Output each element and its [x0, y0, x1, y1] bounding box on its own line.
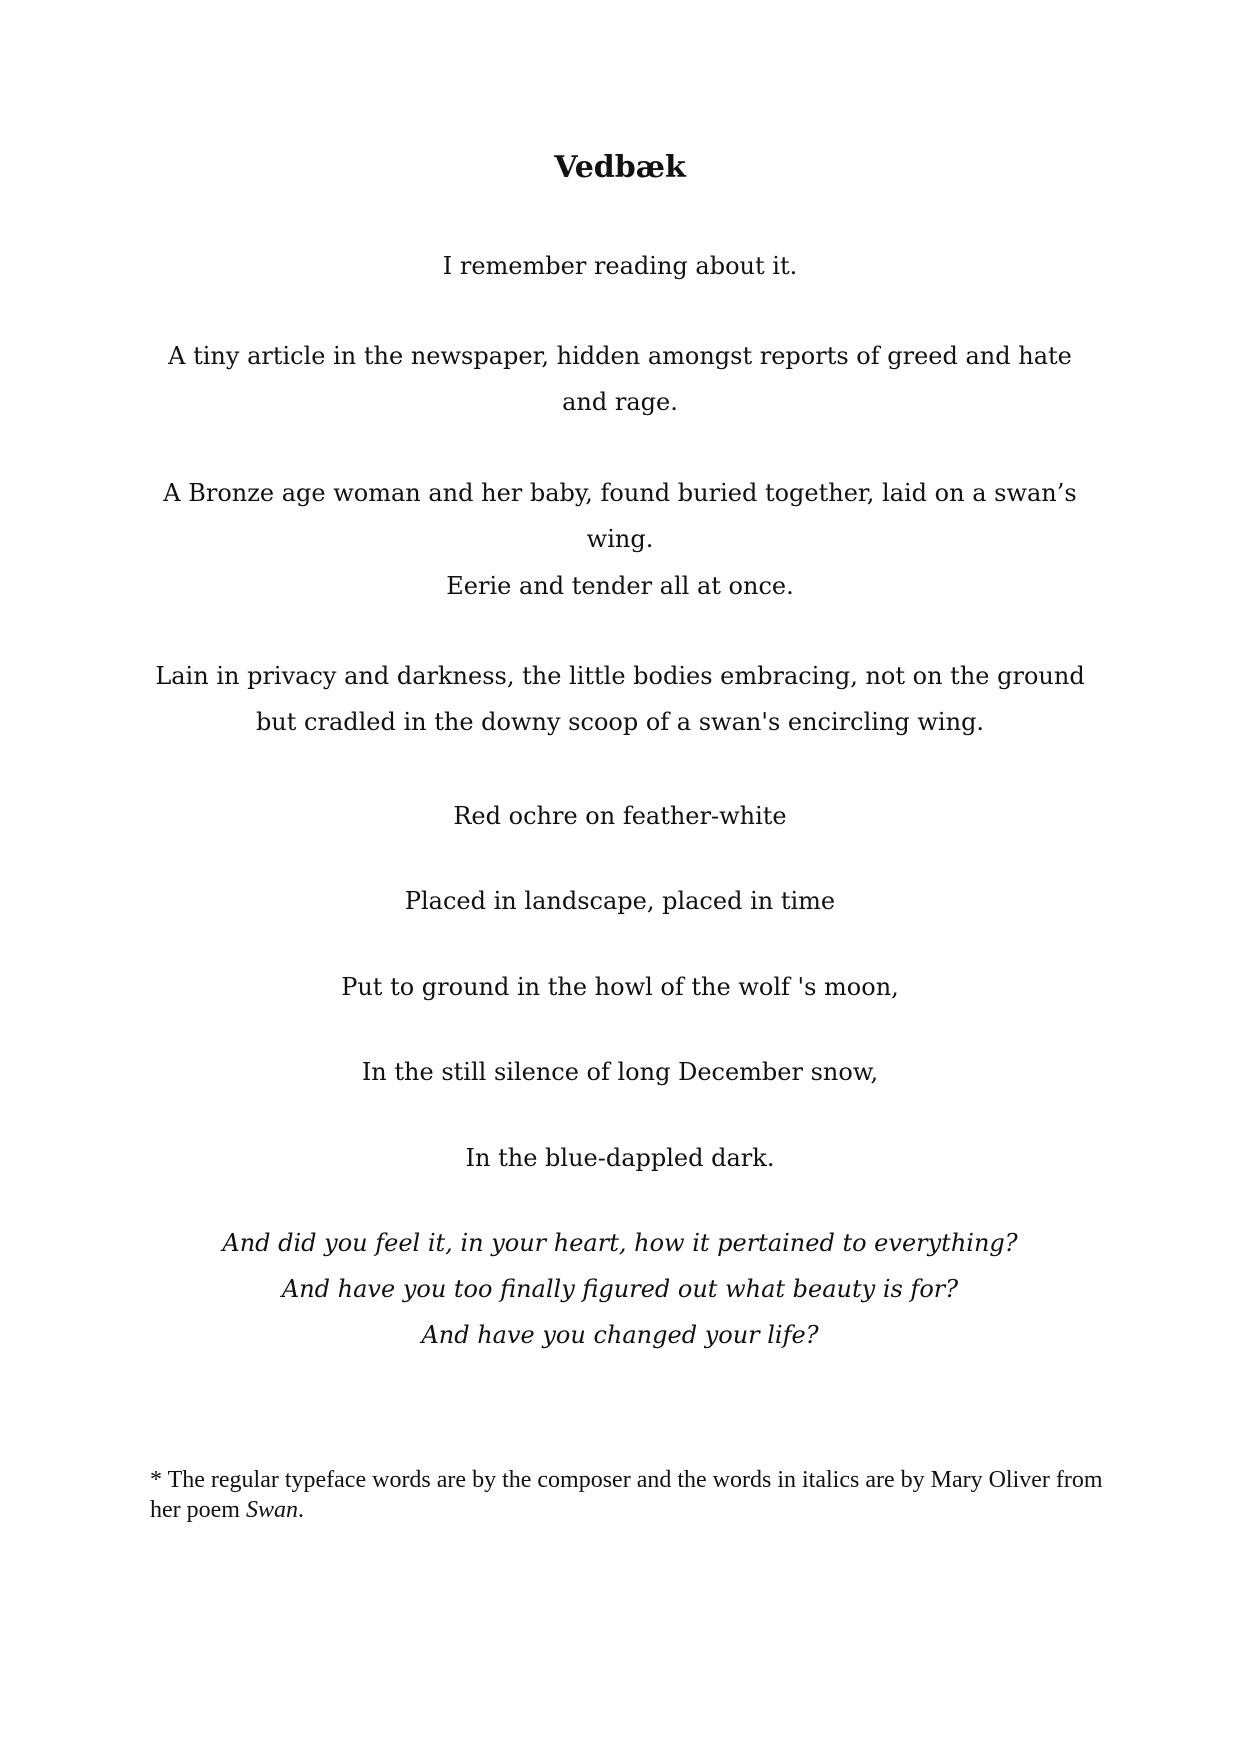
footnote-poem-title: Swan	[245, 1497, 298, 1523]
poem-line: Put to ground in the howl of the wolf 's moon,	[341, 973, 899, 1001]
poem-title: Vedbæk	[554, 150, 686, 185]
footnote-end: .	[297, 1497, 304, 1523]
footnote	[150, 1465, 1110, 1525]
italic-stanza	[150, 1220, 1090, 1358]
poem-line: Lain in privacy and darkness, the little bodies embracing, not on the ground but cradled in the downy scoop of a swan's encircling wing.	[155, 662, 1085, 736]
poem-line: Red ochre on feather-white	[453, 802, 787, 830]
italic-line: And have you changed your life?	[421, 1321, 819, 1349]
footnote-text: * The regular typeface words are by the composer and the words in italics are by Mary Oliver from her poem	[150, 1467, 1103, 1523]
poem-line: Eerie and tender all at once.	[446, 572, 794, 600]
italic-line: And did you feel it, in your heart, how it pertained to everything?	[222, 1229, 1018, 1257]
poem-line: A tiny article in the newspaper, hidden amongst reports of greed and hate and rage.	[168, 342, 1072, 416]
italic-line: And have you too finally figured out what beauty is for?	[281, 1275, 959, 1303]
poem-line: In the still silence of long December snow,	[361, 1058, 879, 1086]
poem-line: A Bronze age woman and her baby, found buried together, laid on a swan’s wing.	[163, 479, 1077, 553]
poem-line: In the blue-dappled dark.	[465, 1144, 775, 1172]
poem-line: I remember reading about it.	[442, 252, 798, 280]
poem-line: Placed in landscape, placed in time	[404, 887, 836, 915]
